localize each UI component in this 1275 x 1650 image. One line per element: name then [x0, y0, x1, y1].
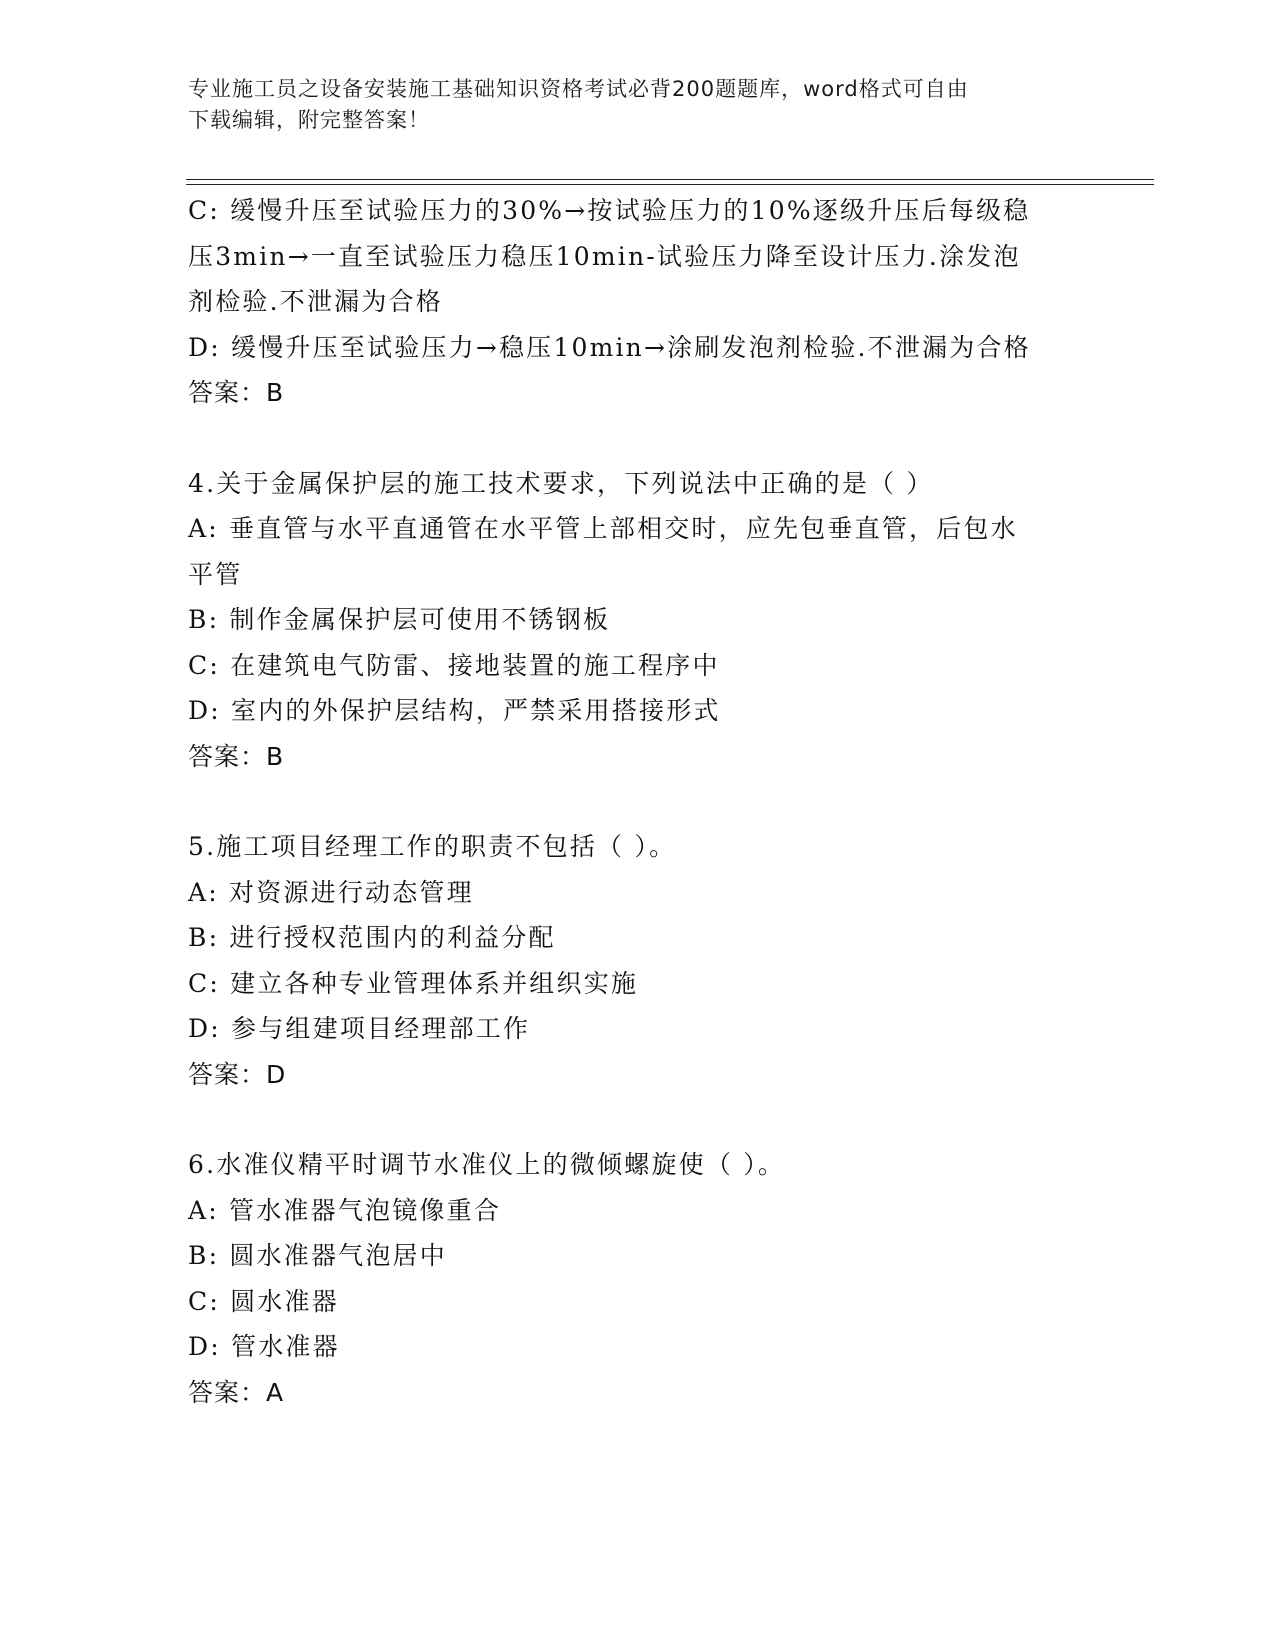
question-6	[188, 1142, 1088, 1415]
header-line-2: 下载编辑，附完整答案！	[188, 108, 430, 132]
spacer	[188, 416, 1088, 461]
question-3-tail	[188, 188, 1088, 416]
document-header	[188, 74, 1088, 136]
option-a: A: 管水准器气泡镜像重合	[188, 1195, 502, 1225]
header-divider-bottom	[186, 184, 1154, 185]
option-a-line-2: 平管	[188, 559, 243, 589]
option-c-line-3: 剂检验.不泄漏为合格	[188, 287, 443, 316]
option-d: D: 管水准器	[188, 1332, 340, 1361]
answer: 答案：D	[188, 1059, 287, 1089]
option-c: C: 建立各种专业管理体系并组织实施	[188, 968, 639, 998]
answer: 答案：B	[188, 741, 285, 771]
option-a: A: 对资源进行动态管理	[188, 877, 474, 907]
option-c-line-1: C: 缓慢升压至试验压力的30%→按试验压力的10%逐级升压后每级稳	[188, 196, 1031, 225]
option-d: D: 室内的外保护层结构，严禁采用搭接形式	[188, 696, 721, 725]
answer: 答案：A	[188, 1377, 285, 1407]
spacer	[188, 1097, 1088, 1142]
question-text: 4.关于金属保护层的施工技术要求，下列说法中正确的是（ ）	[188, 468, 934, 498]
option-c-line-2: 压3min→一直至试验压力稳压10min-试验压力降至设计压力.涂发泡	[188, 241, 1021, 271]
answer: 答案：B	[188, 378, 285, 407]
question-text: 6.水准仪精平时调节水准仪上的微倾螺旋使（ ）。	[188, 1150, 786, 1179]
option-b: B: 制作金属保护层可使用不锈钢板	[188, 605, 611, 634]
question-5	[188, 824, 1088, 1097]
option-d: D: 参与组建项目经理部工作	[188, 1014, 531, 1043]
option-c: C: 圆水准器	[188, 1286, 339, 1316]
spacer	[188, 779, 1088, 824]
question-text: 5.施工项目经理工作的职责不包括（ ）。	[188, 832, 677, 861]
option-d: D: 缓慢升压至试验压力→稳压10min→涂刷发泡剂检验.不泄漏为合格	[188, 332, 1031, 362]
option-a-line-1: A: 垂直管与水平直通管在水平管上部相交时，应先包垂直管，后包水	[188, 514, 1018, 543]
header-line-1: 专业施工员之设备安装施工基础知识资格考试必背200题题库，word格式可自由	[188, 77, 969, 101]
option-b: B: 圆水准器气泡居中	[188, 1241, 447, 1270]
document-body	[188, 188, 1088, 1415]
header-divider-top	[186, 179, 1154, 180]
option-c: C: 在建筑电气防雷、接地装置的施工程序中	[188, 650, 720, 680]
question-4	[188, 461, 1088, 780]
option-b: B: 进行授权范围内的利益分配	[188, 923, 556, 952]
